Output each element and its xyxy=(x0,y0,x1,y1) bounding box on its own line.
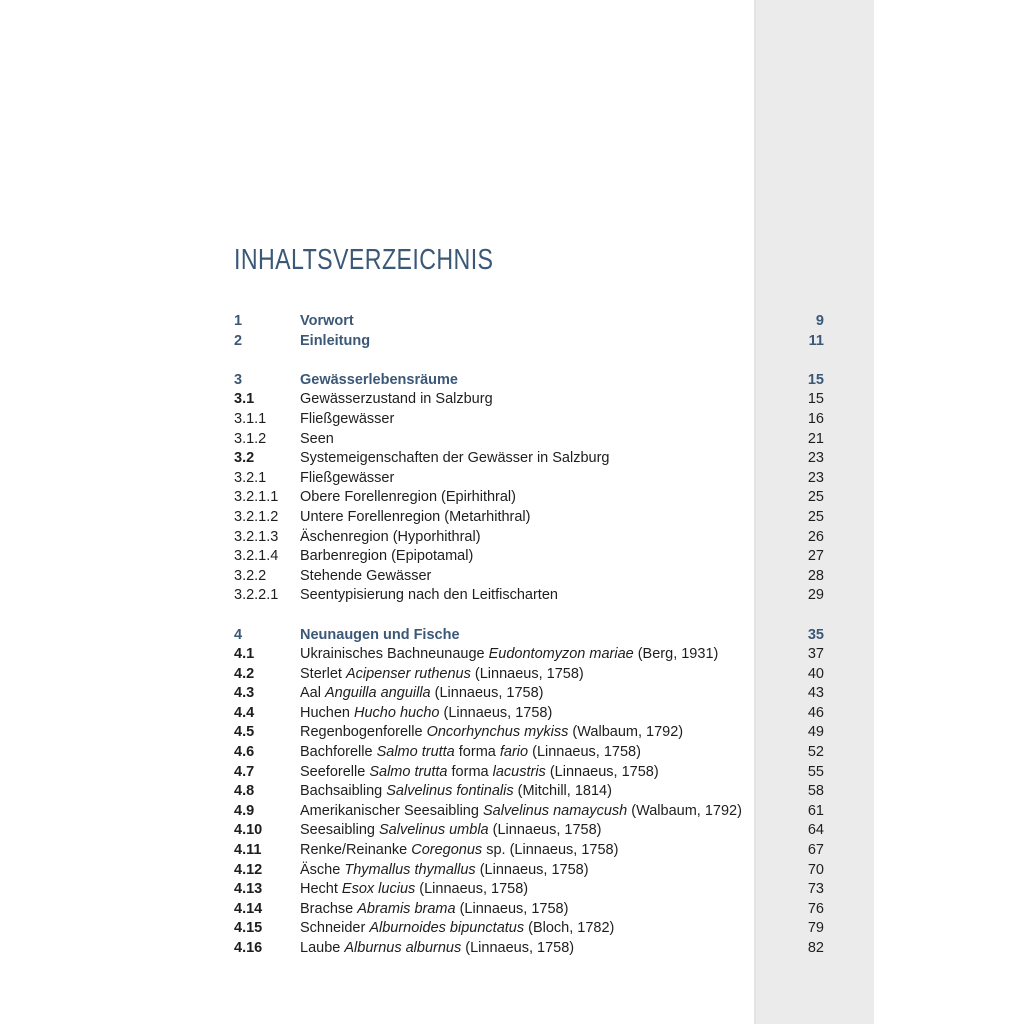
toc-entry-number: 3.2.1.3 xyxy=(234,528,279,545)
toc-entry-page: 67 xyxy=(807,842,824,859)
toc-group xyxy=(234,312,824,351)
toc-entry-title: Neunaugen und Fische xyxy=(300,626,460,643)
toc-entry xyxy=(234,430,824,450)
toc-entry-page: 46 xyxy=(807,704,824,721)
toc-entry-title: Sterlet Acipenser ruthenus (Linnaeus, 1758) xyxy=(300,665,584,682)
toc-entry xyxy=(234,528,824,548)
toc-entry xyxy=(234,469,824,489)
toc-entry xyxy=(234,782,824,802)
toc-entry-page: 64 xyxy=(807,822,824,839)
toc-entry-number: 3 xyxy=(234,371,243,388)
toc-entry-title: Seentypisierung nach den Leitfischarten xyxy=(300,587,558,604)
toc-entry-page: 43 xyxy=(807,685,824,702)
toc-entry-title: Äschenregion (Hyporhithral) xyxy=(300,528,481,545)
toc-entry xyxy=(234,488,824,508)
toc-entry-page: 27 xyxy=(807,548,824,565)
toc-entry-title: Renke/Reinanke Coregonus sp. (Linnaeus, 1758) xyxy=(300,842,619,859)
toc-entry-title: Vorwort xyxy=(300,313,354,329)
toc-entry xyxy=(234,861,824,881)
toc-entry-number: 3.2.2 xyxy=(234,567,267,584)
toc-entry-title: Untere Forellenregion (Metarhithral) xyxy=(300,508,531,525)
toc-entry-number: 4.11 xyxy=(234,842,262,859)
page-title: INHALTSVERZEICHNIS xyxy=(234,244,494,276)
toc-entry-title: Bachforelle Salmo trutta forma fario (Linnaeus, 1758) xyxy=(300,744,641,761)
toc-entry-title: Laube Alburnus alburnus (Linnaeus, 1758) xyxy=(300,940,575,956)
toc-entry-title: Amerikanischer Seesaibling Salvelinus namaycush (Walbaum, 1792) xyxy=(300,802,742,819)
toc-entry-title: Hecht Esox lucius (Linnaeus, 1758) xyxy=(300,881,529,898)
toc-entry-number: 3.2 xyxy=(234,450,255,467)
toc-entry-number: 3.2.1.2 xyxy=(234,508,279,525)
toc-entry xyxy=(234,332,824,352)
toc-entry xyxy=(234,508,824,528)
toc-entry-number: 3.2.1.4 xyxy=(234,548,279,565)
toc-entry-number: 4.14 xyxy=(234,900,263,917)
toc-entry xyxy=(234,449,824,469)
toc-entry-title: Brachse Abramis brama (Linnaeus, 1758) xyxy=(300,900,569,917)
toc-entry-number: 3.2.2.1 xyxy=(234,587,279,604)
toc-entry-page: 28 xyxy=(807,567,824,584)
toc-entry-number: 4.13 xyxy=(234,881,263,898)
toc-entry-number: 4.1 xyxy=(234,646,255,663)
toc-entry-page: 73 xyxy=(807,881,824,898)
toc-entry-number: 4.12 xyxy=(234,861,263,878)
toc-entry-page: 23 xyxy=(807,450,824,467)
toc-entry-page: 70 xyxy=(807,861,824,878)
toc-entry-title: Bachsaibling Salvelinus fontinalis (Mitchill, 1814) xyxy=(300,783,612,800)
toc-entry-number: 2 xyxy=(234,332,243,349)
toc-entry xyxy=(234,723,824,743)
toc-entry xyxy=(234,704,824,724)
toc-entry-title: Fließgewässer xyxy=(300,469,395,486)
toc-entry xyxy=(234,390,824,410)
toc-entry-title: Seen xyxy=(300,430,334,447)
toc-entry-page: 15 xyxy=(807,391,824,408)
toc-entry xyxy=(234,312,824,332)
toc-entry-page: 23 xyxy=(807,469,824,486)
toc-entry xyxy=(234,880,824,900)
toc-entry xyxy=(234,821,824,841)
toc-entry-title: Gewässerzustand in Salzburg xyxy=(300,391,493,408)
toc-entry xyxy=(234,684,824,704)
toc-entry-title: Huchen Hucho hucho (Linnaeus, 1758) xyxy=(300,704,553,721)
toc-entry-page: 16 xyxy=(807,410,824,427)
toc-entry xyxy=(234,567,824,587)
toc-entry-number: 3.1.2 xyxy=(234,430,267,447)
toc-entry-page: 58 xyxy=(807,783,824,800)
toc-entry-title: Schneider Alburnoides bipunctatus (Bloch, 1782) xyxy=(300,920,615,937)
toc-group xyxy=(234,371,824,606)
toc-entry-page: 49 xyxy=(807,724,824,741)
toc-entry xyxy=(234,547,824,567)
toc-entry-title: Einleitung xyxy=(300,332,371,349)
toc-entry-number: 4.5 xyxy=(234,724,255,741)
toc-entry-title: Seeforelle Salmo trutta forma lacustris (Linnaeus, 1758) xyxy=(300,763,659,780)
toc-entry xyxy=(234,919,824,939)
toc-entry-page: 25 xyxy=(807,489,824,506)
toc-entry-page: 76 xyxy=(807,900,824,917)
toc-entry-page: 29 xyxy=(807,587,824,604)
toc-entry-title: Ukrainisches Bachneunauge Eudontomyzon mariae (Berg, 1931) xyxy=(300,646,719,663)
toc-entry-number: 1 xyxy=(234,313,243,329)
toc-entry-title: Stehende Gewässer xyxy=(300,567,432,584)
toc-entry-title: Äsche Thymallus thymallus (Linnaeus, 1758) xyxy=(300,861,589,878)
toc-entry-number: 3.1 xyxy=(234,391,255,408)
toc-entry-title: Obere Forellenregion (Epirhithral) xyxy=(300,489,516,506)
toc-entry-page: 9 xyxy=(815,313,824,329)
toc-entry-page: 35 xyxy=(807,626,824,643)
toc-entry-number: 3.2.1 xyxy=(234,469,267,486)
toc-entry-number: 4.15 xyxy=(234,920,263,937)
toc-entry xyxy=(234,802,824,822)
toc-entry-page: 37 xyxy=(807,646,824,663)
toc-entry xyxy=(234,645,824,665)
toc-entry-number: 4.10 xyxy=(234,822,263,839)
toc-entry-number: 4.8 xyxy=(234,783,255,800)
toc-entry-number: 4.2 xyxy=(234,665,255,682)
toc-entry xyxy=(234,626,824,646)
toc-entry-page: 82 xyxy=(807,940,824,956)
toc-entry-title: Gewässerlebensräume xyxy=(300,371,458,388)
toc-content xyxy=(234,244,824,959)
toc-entry-number: 4.16 xyxy=(234,940,263,956)
toc-entry xyxy=(234,939,824,959)
toc-entry xyxy=(234,410,824,430)
toc-entry xyxy=(234,665,824,685)
toc-entry-page: 26 xyxy=(807,528,824,545)
toc-entry-number: 4.6 xyxy=(234,744,255,761)
toc-entry-number: 4.3 xyxy=(234,685,255,702)
toc-entry xyxy=(234,763,824,783)
toc-entry xyxy=(234,371,824,391)
toc-entry-page: 79 xyxy=(807,920,824,937)
toc-entry-number: 3.2.1.1 xyxy=(234,489,279,506)
toc-entry-page: 52 xyxy=(807,744,824,761)
toc-entry-number: 3.1.1 xyxy=(234,410,267,427)
toc-entry-title: Systemeigenschaften der Gewässer in Salzburg xyxy=(300,450,610,467)
toc-entry-page: 40 xyxy=(807,665,824,682)
toc-entry-number: 4.4 xyxy=(234,704,255,721)
toc-entry-title: Fließgewässer xyxy=(300,410,395,427)
toc-entry-page: 21 xyxy=(807,430,824,447)
toc-entry-page: 25 xyxy=(807,508,824,525)
toc-entry-title: Regenbogenforelle Oncorhynchus mykiss (Walbaum, 1792) xyxy=(300,724,684,741)
toc xyxy=(234,312,824,959)
toc-entry-page: 61 xyxy=(807,802,824,819)
toc-entry-title: Seesaibling Salvelinus umbla (Linnaeus, 1758) xyxy=(300,822,602,839)
toc-entry xyxy=(234,841,824,861)
toc-entry xyxy=(234,743,824,763)
toc-entry-page: 11 xyxy=(808,332,824,349)
toc-entry-title: Barbenregion (Epipotamal) xyxy=(300,548,474,565)
toc-entry-page: 55 xyxy=(807,763,824,780)
toc-entry xyxy=(234,900,824,920)
toc-entry-number: 4 xyxy=(234,626,243,643)
toc-entry-title: Aal Anguilla anguilla (Linnaeus, 1758) xyxy=(300,685,544,702)
toc-entry-number: 4.7 xyxy=(234,763,255,780)
toc-entry xyxy=(234,586,824,606)
toc-entry-page: 15 xyxy=(807,371,824,388)
toc-group xyxy=(234,626,824,959)
toc-entry-number: 4.9 xyxy=(234,802,255,819)
